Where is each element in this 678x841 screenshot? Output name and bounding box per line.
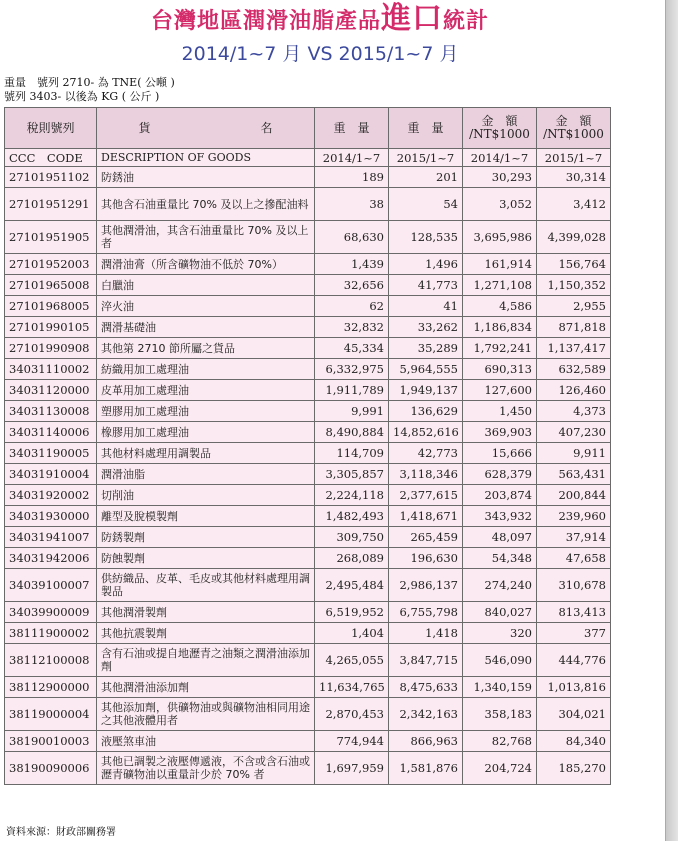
cell-amount-2015: 156,764: [537, 254, 611, 275]
table-row: [5, 167, 611, 188]
unit-note-1: 重量 號列 2710- 為 TNE( 公噸 ): [4, 76, 175, 89]
cell-amount-2014: 54,348: [463, 548, 537, 569]
cell-description: 供紡織品、皮革、毛皮或其他材料處理用調製品: [97, 569, 315, 602]
cell-code: 27101951905: [5, 221, 97, 254]
cell-weight-2015: 3,118,346: [389, 464, 463, 485]
cell-description: 其他潤滑油添加劑: [97, 677, 315, 698]
page-subtitle: 2014/1~7 月 VS 2015/1~7 月: [181, 43, 459, 65]
header-code: 稅則號列: [5, 108, 97, 149]
cell-weight-2014: 1,482,493: [315, 506, 389, 527]
cell-weight-2015: 1,949,137: [389, 380, 463, 401]
table-row: [5, 602, 611, 623]
table-row: [5, 506, 611, 527]
cell-amount-2014: 320: [463, 623, 537, 644]
header-weight-2014: 重 量: [315, 108, 389, 149]
cell-amount-2015: 310,678: [537, 569, 611, 602]
cell-amount-2014: 204,724: [463, 752, 537, 785]
subheader-amount-2014: 2014/1~7: [463, 149, 537, 167]
header-amount-2014-b: /NT$1000: [469, 127, 530, 141]
cell-code: 34031930000: [5, 506, 97, 527]
cell-code: 34039100007: [5, 569, 97, 602]
table-row: [5, 485, 611, 506]
cell-description: 其他第 2710 節所屬之貨品: [97, 338, 315, 359]
table-row: [5, 752, 611, 785]
header-description: [97, 108, 315, 149]
cell-weight-2015: 1,418,671: [389, 506, 463, 527]
cell-weight-2014: 2,495,484: [315, 569, 389, 602]
cell-amount-2015: 30,314: [537, 167, 611, 188]
cell-weight-2014: 6,519,952: [315, 602, 389, 623]
cell-code: 34031120000: [5, 380, 97, 401]
cell-code: 34031942006: [5, 548, 97, 569]
cell-weight-2014: 1,404: [315, 623, 389, 644]
cell-amount-2014: 546,090: [463, 644, 537, 677]
cell-amount-2014: 1,271,108: [463, 275, 537, 296]
unit-note-2: 號列 3403- 以後為 KG ( 公斤 ): [4, 90, 160, 103]
cell-weight-2015: 54: [389, 188, 463, 221]
cell-amount-2014: 1,450: [463, 401, 537, 422]
cell-code: 38111900002: [5, 623, 97, 644]
table-row: [5, 254, 611, 275]
cell-amount-2015: 9,911: [537, 443, 611, 464]
cell-weight-2014: 62: [315, 296, 389, 317]
header-amount-2014-a: 金 額: [481, 114, 518, 128]
cell-weight-2015: 2,986,137: [389, 569, 463, 602]
cell-amount-2014: 1,792,241: [463, 338, 537, 359]
cell-amount-2015: 239,960: [537, 506, 611, 527]
title-emphasis: 進口: [381, 1, 443, 36]
cell-description: 其他已調製之液壓傳遞液，不含或含石油或瀝青礦物油以重量計少於 70% 者: [97, 752, 315, 785]
cell-description: 防蝕製劑: [97, 548, 315, 569]
header-row: [5, 108, 611, 149]
cell-description: 淬火油: [97, 296, 315, 317]
cell-description: 潤滑油脂: [97, 464, 315, 485]
table-row: [5, 443, 611, 464]
cell-description: 防銹油: [97, 167, 315, 188]
cell-code: 34031941007: [5, 527, 97, 548]
cell-amount-2015: 871,818: [537, 317, 611, 338]
cell-weight-2015: 1,581,876: [389, 752, 463, 785]
cell-amount-2014: 690,313: [463, 359, 537, 380]
cell-code: 27101965008: [5, 275, 97, 296]
cell-amount-2014: 358,183: [463, 698, 537, 731]
cell-amount-2014: 3,695,986: [463, 221, 537, 254]
cell-weight-2014: 2,224,118: [315, 485, 389, 506]
cell-code: 38112900000: [5, 677, 97, 698]
cell-code: 34031920002: [5, 485, 97, 506]
table-row: [5, 464, 611, 485]
cell-weight-2014: 32,832: [315, 317, 389, 338]
cell-amount-2014: 4,586: [463, 296, 537, 317]
cell-weight-2014: 114,709: [315, 443, 389, 464]
cell-description: 潤滑基礎油: [97, 317, 315, 338]
cell-code: 38190010003: [5, 731, 97, 752]
cell-description: 切削油: [97, 485, 315, 506]
cell-weight-2015: 265,459: [389, 527, 463, 548]
table-row: [5, 188, 611, 221]
cell-weight-2014: 1,439: [315, 254, 389, 275]
cell-weight-2015: 8,475,633: [389, 677, 463, 698]
import-statistics-table-wrap: [4, 107, 610, 785]
cell-amount-2015: 304,021: [537, 698, 611, 731]
page-title: [0, 2, 640, 40]
table-row: [5, 422, 611, 443]
cell-code: 38190090006: [5, 752, 97, 785]
cell-description: 橡膠用加工處理油: [97, 422, 315, 443]
table-row: [5, 317, 611, 338]
cell-amount-2015: 813,413: [537, 602, 611, 623]
cell-weight-2015: 1,496: [389, 254, 463, 275]
cell-amount-2015: 47,658: [537, 548, 611, 569]
cell-weight-2014: 774,944: [315, 731, 389, 752]
cell-code: 34031140006: [5, 422, 97, 443]
cell-code: 34031130008: [5, 401, 97, 422]
cell-amount-2014: 628,379: [463, 464, 537, 485]
cell-amount-2014: 274,240: [463, 569, 537, 602]
cell-description: 白臘油: [97, 275, 315, 296]
import-statistics-table: [4, 107, 611, 785]
cell-amount-2014: 3,052: [463, 188, 537, 221]
cell-amount-2015: 2,955: [537, 296, 611, 317]
cell-weight-2015: 33,262: [389, 317, 463, 338]
cell-description: 紡織用加工處理油: [97, 359, 315, 380]
table-row: [5, 698, 611, 731]
cell-weight-2015: 866,963: [389, 731, 463, 752]
table-row: [5, 527, 611, 548]
cell-amount-2015: 4,399,028: [537, 221, 611, 254]
cell-amount-2015: 563,431: [537, 464, 611, 485]
cell-weight-2015: 2,377,615: [389, 485, 463, 506]
cell-weight-2014: 1,697,959: [315, 752, 389, 785]
cell-description: 液壓煞車油: [97, 731, 315, 752]
cell-code: 27101990105: [5, 317, 97, 338]
cell-amount-2015: 84,340: [537, 731, 611, 752]
table-row: [5, 359, 611, 380]
cell-amount-2015: 200,844: [537, 485, 611, 506]
cell-weight-2014: 268,089: [315, 548, 389, 569]
cell-weight-2015: 3,847,715: [389, 644, 463, 677]
cell-code: 27101968005: [5, 296, 97, 317]
subheader-description: DESCRIPTION OF GOODS: [97, 149, 315, 167]
cell-weight-2014: 9,991: [315, 401, 389, 422]
cell-code: 27101990908: [5, 338, 97, 359]
cell-amount-2014: 82,768: [463, 731, 537, 752]
header-amount-2015-b: /NT$1000: [543, 127, 604, 141]
cell-weight-2015: 128,535: [389, 221, 463, 254]
cell-code: 38112100008: [5, 644, 97, 677]
subheader-code: CCC CODE: [5, 149, 97, 167]
cell-description: 潤滑油膏（所含礦物油不低於 70%）: [97, 254, 315, 275]
table-row: [5, 275, 611, 296]
cell-amount-2015: 632,589: [537, 359, 611, 380]
header-amount-2015-a: 金 額: [555, 114, 592, 128]
cell-amount-2014: 203,874: [463, 485, 537, 506]
cell-description: 防銹製劑: [97, 527, 315, 548]
table-row: [5, 623, 611, 644]
cell-code: 27101951291: [5, 188, 97, 221]
cell-code: 34039900009: [5, 602, 97, 623]
title-prefix: 台灣地區潤滑油脂產品: [150, 8, 381, 34]
cell-weight-2015: 196,630: [389, 548, 463, 569]
cell-code: 34031910004: [5, 464, 97, 485]
cell-weight-2015: 201: [389, 167, 463, 188]
cell-weight-2014: 32,656: [315, 275, 389, 296]
table-row: [5, 401, 611, 422]
cell-amount-2015: 126,460: [537, 380, 611, 401]
table-row: [5, 569, 611, 602]
subheader-weight-2015: 2015/1~7: [389, 149, 463, 167]
cell-amount-2014: 343,932: [463, 506, 537, 527]
subheader-weight-2014: 2014/1~7: [315, 149, 389, 167]
cell-amount-2015: 377: [537, 623, 611, 644]
table-row: [5, 644, 611, 677]
table-row: [5, 731, 611, 752]
header-weight-2015: 重 量: [389, 108, 463, 149]
cell-amount-2014: 48,097: [463, 527, 537, 548]
cell-weight-2014: 45,334: [315, 338, 389, 359]
cell-amount-2014: 161,914: [463, 254, 537, 275]
cell-code: 34031190005: [5, 443, 97, 464]
cell-amount-2015: 4,373: [537, 401, 611, 422]
header-amount-2015: [537, 108, 611, 149]
cell-weight-2015: 5,964,555: [389, 359, 463, 380]
cell-weight-2014: 189: [315, 167, 389, 188]
cell-amount-2015: 3,412: [537, 188, 611, 221]
cell-description: 離型及脫模製劑: [97, 506, 315, 527]
header-amount-2014: [463, 108, 537, 149]
cell-weight-2014: 8,490,884: [315, 422, 389, 443]
cell-code: 27101952003: [5, 254, 97, 275]
cell-description: 其他含石油重量比 70% 及以上之摻配油料: [97, 188, 315, 221]
cell-amount-2014: 30,293: [463, 167, 537, 188]
cell-amount-2015: 407,230: [537, 422, 611, 443]
cell-weight-2015: 41: [389, 296, 463, 317]
table-row: [5, 380, 611, 401]
cell-description: 其他潤滑製劑: [97, 602, 315, 623]
cell-amount-2015: 1,013,816: [537, 677, 611, 698]
cell-amount-2014: 15,666: [463, 443, 537, 464]
cell-weight-2014: 68,630: [315, 221, 389, 254]
cell-weight-2015: 14,852,616: [389, 422, 463, 443]
cell-weight-2014: 4,265,055: [315, 644, 389, 677]
cell-amount-2015: 444,776: [537, 644, 611, 677]
cell-weight-2014: 1,911,789: [315, 380, 389, 401]
cell-description: 其他添加劑，供礦物油或與礦物油相同用途之其他液體用者: [97, 698, 315, 731]
table-row: [5, 548, 611, 569]
cell-amount-2014: 369,903: [463, 422, 537, 443]
cell-amount-2014: 1,186,834: [463, 317, 537, 338]
subheader-row: [5, 149, 611, 167]
header-desc-b: 名: [260, 120, 273, 135]
cell-weight-2014: 11,634,765: [315, 677, 389, 698]
header-desc-a: 貨: [138, 120, 151, 135]
cell-weight-2014: 38: [315, 188, 389, 221]
cell-weight-2015: 1,418: [389, 623, 463, 644]
cell-amount-2014: 840,027: [463, 602, 537, 623]
cell-weight-2015: 41,773: [389, 275, 463, 296]
cell-amount-2014: 127,600: [463, 380, 537, 401]
cell-amount-2014: 1,340,159: [463, 677, 537, 698]
cell-amount-2015: 37,914: [537, 527, 611, 548]
cell-amount-2015: 1,150,352: [537, 275, 611, 296]
data-source-note: 資料來源：財政部關務署: [6, 827, 116, 838]
table-row: [5, 221, 611, 254]
cell-code: 34031110002: [5, 359, 97, 380]
cell-description: 皮革用加工處理油: [97, 380, 315, 401]
cell-weight-2014: 6,332,975: [315, 359, 389, 380]
cell-description: 塑膠用加工處理油: [97, 401, 315, 422]
window-scrollbar[interactable]: [665, 0, 678, 841]
cell-weight-2015: 42,773: [389, 443, 463, 464]
cell-weight-2015: 136,629: [389, 401, 463, 422]
cell-weight-2015: 6,755,798: [389, 602, 463, 623]
cell-description: 其他潤滑油，其含石油重量比 70% 及以上者: [97, 221, 315, 254]
cell-weight-2014: 3,305,857: [315, 464, 389, 485]
table-row: [5, 338, 611, 359]
table-row: [5, 296, 611, 317]
cell-code: 27101951102: [5, 167, 97, 188]
cell-weight-2015: 35,289: [389, 338, 463, 359]
cell-description: 含有石油或提自地瀝青之油類之潤滑油添加劑: [97, 644, 315, 677]
cell-description: 其他抗震製劑: [97, 623, 315, 644]
title-suffix: 統計: [443, 8, 490, 34]
cell-description: 其他材料處理用調製品: [97, 443, 315, 464]
table-row: [5, 677, 611, 698]
cell-weight-2015: 2,342,163: [389, 698, 463, 731]
cell-weight-2014: 309,750: [315, 527, 389, 548]
cell-amount-2015: 185,270: [537, 752, 611, 785]
cell-weight-2014: 2,870,453: [315, 698, 389, 731]
cell-amount-2015: 1,137,417: [537, 338, 611, 359]
cell-code: 38119000004: [5, 698, 97, 731]
subheader-amount-2015: 2015/1~7: [537, 149, 611, 167]
